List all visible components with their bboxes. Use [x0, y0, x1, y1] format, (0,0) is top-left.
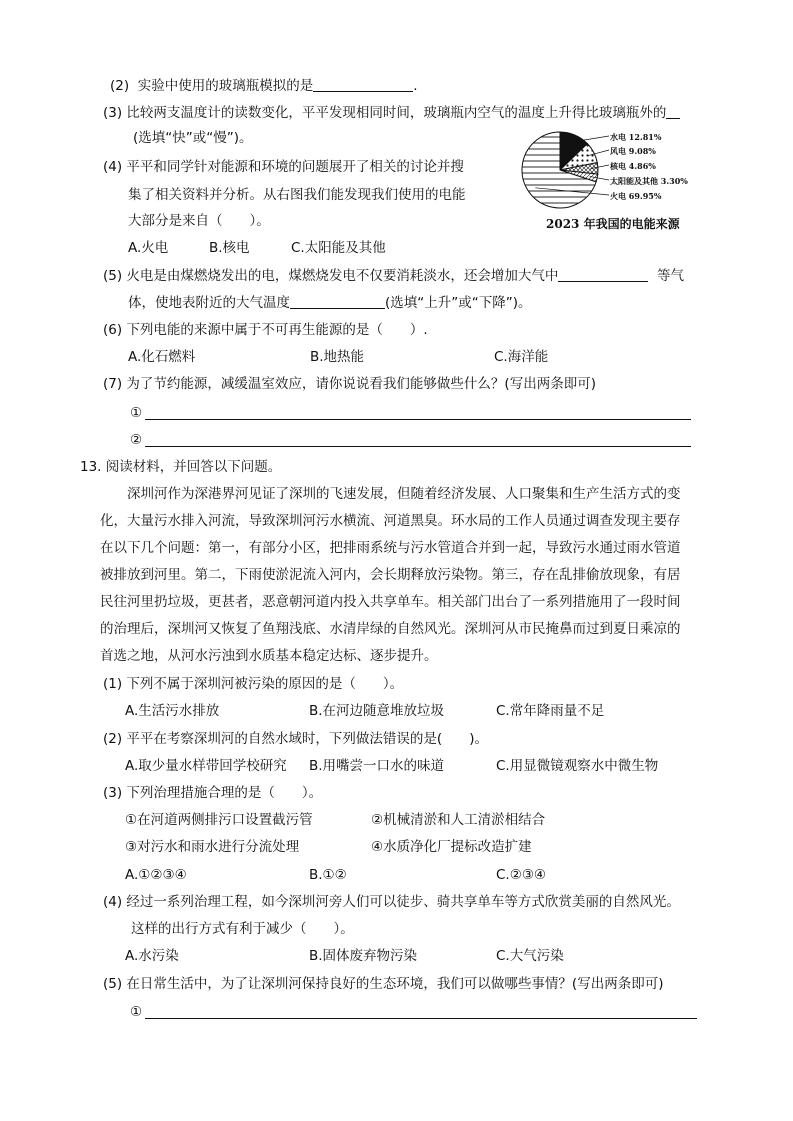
q13-s4-option-a[interactable]: A.水污染: [125, 948, 179, 964]
q13-para-line-2: 化，大量污水排入河流，导致深圳河污水横流、河道黑臭。环水局的工作人员通过调查发现主要存: [100, 513, 681, 529]
q12-s2: (2) 实验中使用的玻璃瓶模拟的是 .: [110, 78, 418, 94]
q12-s7-answer-line-1[interactable]: [145, 419, 691, 420]
q12-s7-answer-line-2[interactable]: [145, 446, 691, 447]
q12-s6: (6) 下列电能的来源中属于不可再生能源的是（ ）.: [103, 322, 428, 338]
q12-s4-line3: 大部分是来自（ ）。: [128, 213, 270, 229]
q13-s4-line2: 这样的出行方式有利于减少（ ）。: [131, 921, 354, 937]
q12-s5-line1: (5) 火电是由煤燃烧发出的电，煤燃烧发电不仅要消耗淡水，还会增加大气中 等气: [103, 268, 685, 284]
q13-s1-option-a[interactable]: A.生活污水排放: [125, 703, 220, 719]
legend-wind: 风电 9.08%: [610, 146, 656, 156]
q13-s2: (2) 平平在考察深圳河的自然水域时，下列做法错误的是( )。: [103, 731, 488, 747]
q12-s7-mark-1: ①: [130, 405, 143, 421]
q13-s1-option-b[interactable]: B.在河边随意堆放垃圾: [309, 703, 445, 719]
q13-head: 13. 阅读材料，并回答以下问题。: [80, 459, 282, 475]
q13-para-line-3: 在以下几个问题：第一，有部分小区，把排雨系统与污水管道合并到一起，导致污水通过雨水管道: [100, 540, 681, 556]
q12-s4-line1: (4) 平平和同学针对能源和环境的问题展开了相关的讨论并搜: [103, 159, 464, 175]
q12-s4-line2: 集了相关资料并分析。从右图我们能发现我们使用的电能: [128, 187, 466, 203]
q13-s3-item-4: ④水质净化厂提标改造扩建: [371, 839, 532, 855]
legend-solar: 太阳能及其他 3.30%: [610, 176, 688, 186]
q12-s3-blank[interactable]: [666, 104, 680, 119]
q13-s2-option-c[interactable]: C.用显微镜观察水中微生物: [496, 758, 659, 774]
q12-s5-blank1[interactable]: [558, 267, 648, 282]
q13-para-line-7: 首选之地，从河水污浊到水质基本稳定达标、逐步提升。: [100, 648, 438, 664]
q13-s2-option-a[interactable]: A.取少量水样带回学校研究: [125, 758, 287, 774]
q12-s2-num: (2): [110, 78, 130, 94]
pie-title: 2023 年我国的电能来源: [546, 217, 680, 231]
q12-s2-blank[interactable]: [313, 77, 413, 92]
q12-s5-line2: 体，使地表附近的大气温度 (选填“上升”或“下降”)。: [128, 295, 532, 311]
q13-s3-item-1: ①在河道两侧排污口设置截污管: [125, 812, 313, 828]
q12-s4-option-c[interactable]: C.太阳能及其他: [291, 240, 386, 256]
q13-s3: (3) 下列治理措施合理的是（ ）。: [103, 785, 323, 801]
q12-s3-line2: (选填“快”或“慢”)。: [133, 130, 253, 146]
q13-s5-mark-1: ①: [130, 1004, 143, 1020]
q13-s3-option-b[interactable]: B.①②: [309, 867, 347, 883]
q13-s3-item-3: ③对污水和雨水进行分流处理: [125, 839, 300, 855]
q13-para-line-5: 民往河里扔垃圾，更甚者，恶意朝河道内投入共享单车。相关部门出台了一系列措施用了一段时间: [100, 594, 681, 610]
q13-s1: (1) 下列不属于深圳河被污染的原因的是（ ）。: [103, 676, 404, 692]
q13-s3-option-c[interactable]: C.②③④: [496, 867, 547, 883]
legend-nuclear: 核电 4.86%: [610, 161, 656, 171]
q12-s6-option-c[interactable]: C.海洋能: [494, 349, 549, 365]
q13-s5-answer-line-1[interactable]: [145, 1018, 697, 1019]
q13-s4-option-b[interactable]: B.固体废弃物污染: [309, 948, 418, 964]
legend-thermal: 火电 69.95%: [610, 191, 662, 201]
pie-svg: [520, 128, 690, 213]
q12-s7-mark-2: ②: [130, 432, 143, 448]
q13-s5: (5) 在日常生活中，为了让深圳河保持良好的生态环境，我们可以做哪些事情？(写出两条即可): [103, 976, 664, 992]
q12-s5-blank2[interactable]: [290, 294, 385, 309]
q13-s4-option-c[interactable]: C.大气污染: [496, 948, 564, 964]
q13-s3-item-2: ②机械清淤和人工清淤相结合: [371, 812, 546, 828]
q12-s6-option-b[interactable]: B.地热能: [310, 349, 365, 365]
legend-hydro: 水电 12.81%: [610, 132, 662, 142]
q13-s3-option-a[interactable]: A.①②③④: [125, 867, 187, 883]
q12-s4-option-a[interactable]: A.火电: [128, 240, 169, 256]
q13-s4-line1: (4) 经过一系列治理工程，如今深圳河旁人们可以徒步、骑共享单车等方式欣赏美丽的自然风光。: [103, 894, 680, 910]
q12-s2-text: 实验中使用的玻璃瓶模拟的是: [137, 78, 314, 94]
q13-para-line-4: 被排放到河里。第二，下雨使淤泥流入河内，会长期释放污染物。第三，存在乱排偷放现象，有居: [100, 567, 681, 583]
q13-s1-option-c[interactable]: C.常年降雨量不足: [496, 703, 605, 719]
q13-s2-option-b[interactable]: B.用嘴尝一口水的味道: [309, 758, 445, 774]
q13-para-line-1: 深圳河作为深港界河见证了深圳的飞速发展，但随着经济发展、人口聚集和生产生活方式的变: [127, 486, 681, 502]
q12-s4-option-b[interactable]: B.核电: [209, 240, 250, 256]
q12-s6-option-a[interactable]: A.化石燃料: [128, 349, 196, 365]
q13-para-line-6: 的治理后，深圳河又恢复了鱼翔浅底、水清岸绿的自然风光。深圳河从市民掩鼻而过到夏日乘凉的: [100, 621, 681, 637]
q12-s3-line1: (3) 比较两支温度计的读数变化，平平发现相同时间，玻璃瓶内空气的温度上升得比玻璃瓶外的: [103, 104, 680, 122]
q12-s7: (7) 为了节约能源，减缓温室效应，请你说说看我们能够做些什么？(写出两条即可): [103, 376, 596, 392]
